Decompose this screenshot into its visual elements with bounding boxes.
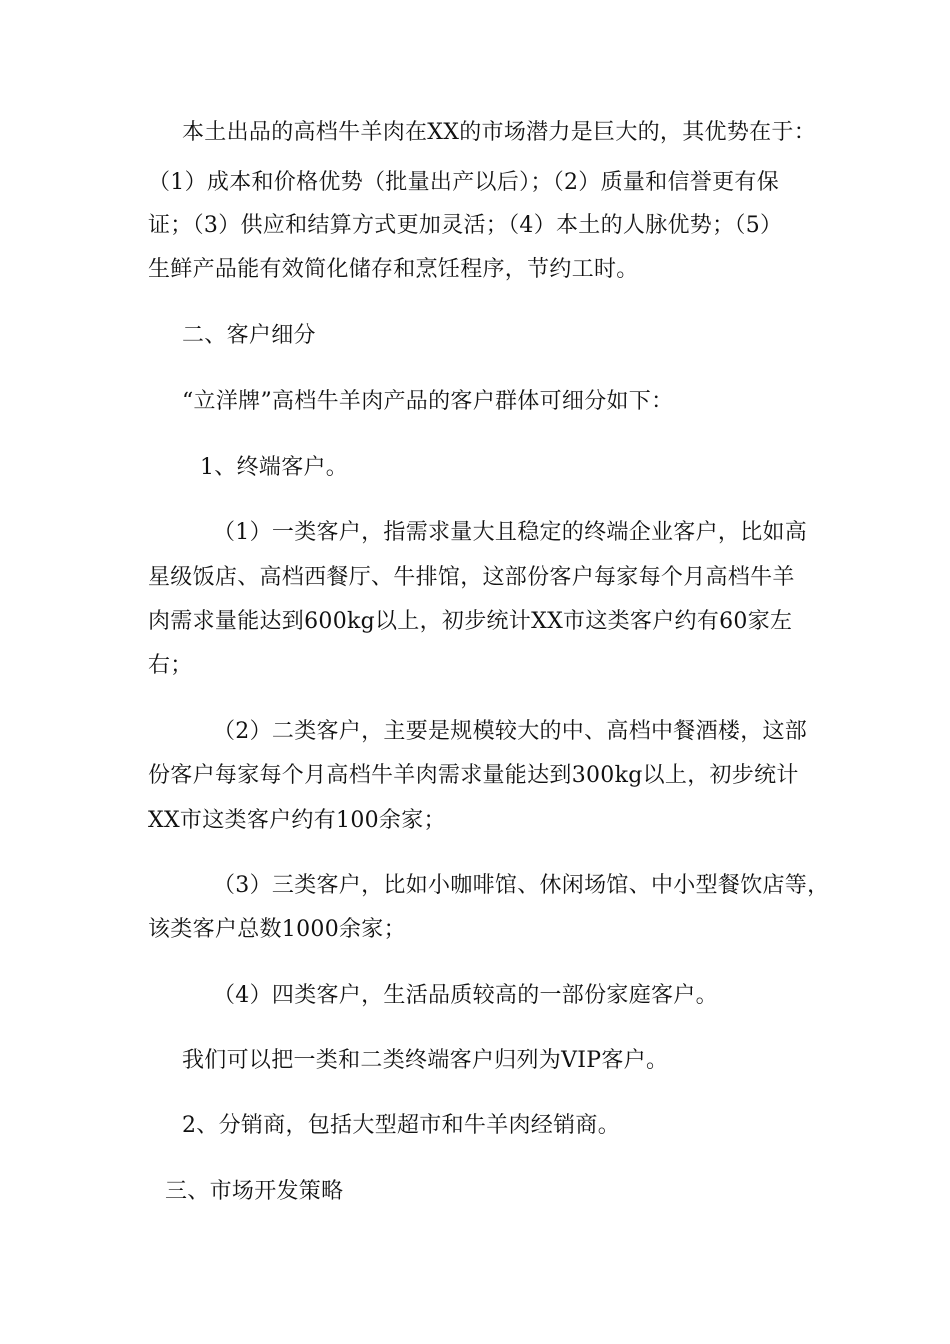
item-line: 份客户每家每个月高档牛羊肉需求量能达到300kg以上，初步统计 <box>148 763 799 788</box>
section-heading: 二、客户细分 <box>182 323 316 348</box>
subheading: 1、终端客户。 <box>200 455 349 480</box>
item-line: （1）一类客户，指需求量大且稳定的终端企业客户，比如高 <box>213 520 808 545</box>
item-line: （3）三类客户，比如小咖啡馆、休闲场馆、中小型餐饮店等， <box>213 873 830 898</box>
item-line: 星级饭店、高档西餐厅、牛排馆，这部份客户每家每个月高档牛羊 <box>148 565 795 590</box>
item-line: 该类客户总数1000余家； <box>148 917 406 942</box>
intro-text: “立洋牌”高档牛羊肉产品的客户群体可细分如下： <box>182 389 674 414</box>
paragraph-line: 证；（3）供应和结算方式更加灵活；（4）本土的人脉优势；（5） <box>148 213 783 238</box>
paragraph-line: 本土出品的高档牛羊肉在XX的市场潜力是巨大的，其优势在于： <box>182 120 817 145</box>
item-line: （2）二类客户，主要是规模较大的中、高档中餐酒楼，这部 <box>213 719 808 744</box>
paragraph-line: 生鲜产品能有效简化储存和烹饪程序，节约工时。 <box>148 257 639 282</box>
subheading: 2、分销商，包括大型超市和牛羊肉经销商。 <box>182 1113 620 1138</box>
paragraph-line: （1）成本和价格优势（批量出产以后）；（2）质量和信誉更有保 <box>148 170 779 195</box>
vip-note: 我们可以把一类和二类终端客户归列为VIP客户。 <box>182 1048 669 1073</box>
item-line: （4）四类客户，生活品质较高的一部份家庭客户。 <box>213 983 718 1008</box>
item-line: 右； <box>148 653 193 678</box>
item-line: XX市这类客户约有100余家； <box>148 808 446 833</box>
item-line: 肉需求量能达到600kg以上，初步统计XX市这类客户约有60家左 <box>148 609 793 634</box>
section-heading: 三、市场开发策略 <box>165 1179 344 1204</box>
